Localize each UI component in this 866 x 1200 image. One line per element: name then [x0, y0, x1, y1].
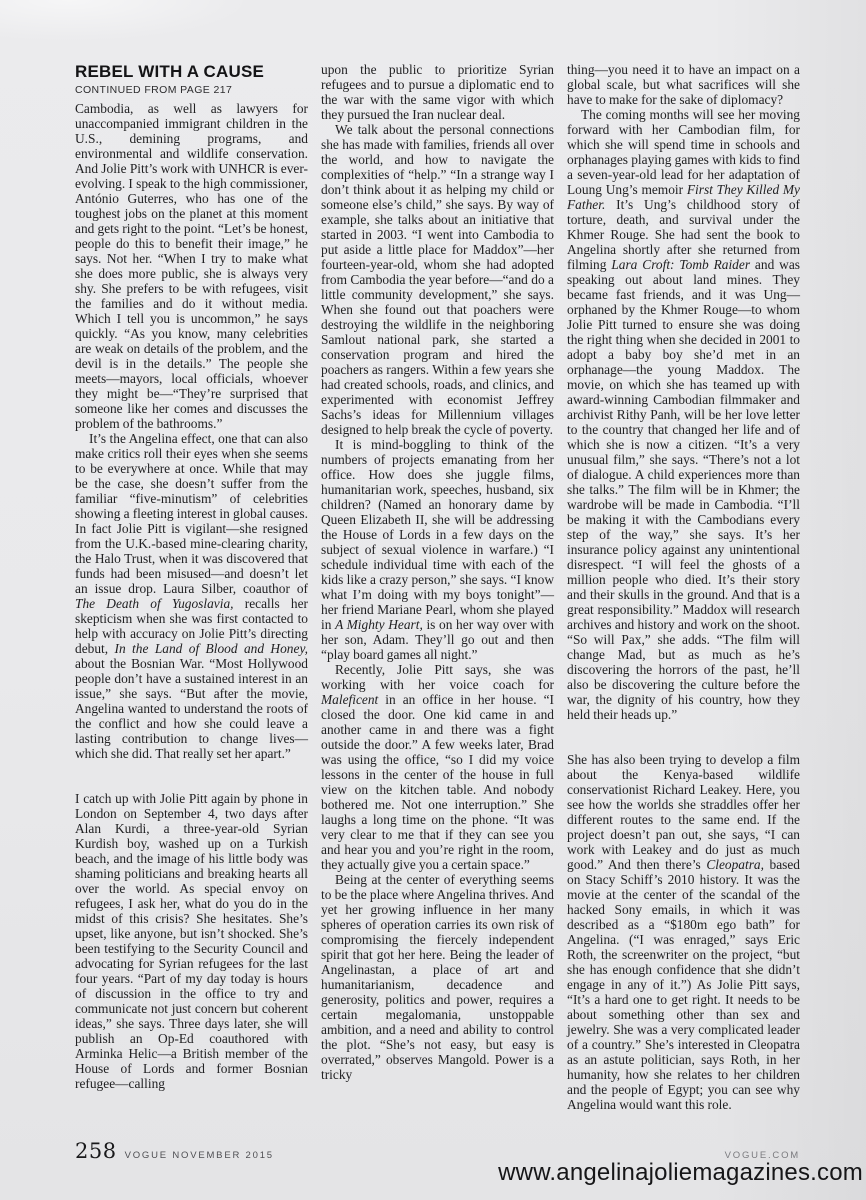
article-column-2 — [321, 62, 554, 1112]
article-column-3 — [567, 62, 800, 1112]
article-paragraph: thing—you need it to have an impact on a global scale, but what sacrifices will she have to make for the sake of diplomacy? — [567, 62, 800, 107]
article-paragraph: The coming months will see her moving forward with her Cambodian film, for which she will spend time in schools and orphanages playing games with kids to find a seven-year-old lead for her adaptation of Loung Ung’s memoir First They Killed My Father. It’s Ung’s childhood story of torture, death, and survival under the Khmer Rouge. She had sent the book to Angelina shortly after she returned from filming Lara Croft: Tomb Raider and was speaking out about land mines. They became fast friends, and it was Ung—orphaned by the Khmer Rouge—to whom Jolie Pitt turned to ensure she was doing the right thing when she decided in 2001 to adopt a baby boy she’d met in an orphanage—the young Maddox. The movie, on which she has teamed up with award-winning Cambodian filmmaker and archivist Rithy Panh, will be her love letter to the country that changed her life and of which she is now a citizen. “It’s a very unusual film,” she says. “There’s not a lot of dialogue. A child experiences more than she talks.” The film will be in Khmer; the wardrobe will be made in Cambodia. “I’ll be making it with the Cambodians every step of the way,” she says. It’s her insurance policy against any unintentional disrespect. “I will feel the ghosts of a million people who died. It’s their story and their skulls in the ground. And that is a great responsibility.” Maddox will research archives and history and work on the shoot. “So will Pax,” she adds. “The film will change Mad, but as much as he’s discovering the horrors of the past, he’ll also be discovering the culture before the war, the dignity of his country, how they held their heads up.” — [567, 107, 800, 722]
article-column-1 — [75, 62, 308, 1112]
page-number: 258 — [75, 1139, 117, 1163]
article-paragraph: upon the public to prioritize Syrian refugees and to pursue a diplomatic end to the war with the same vigor with which they pursued the Iran nuclear deal. — [321, 62, 554, 122]
article-paragraph: I catch up with Jolie Pitt again by phone in London on September 4, two days after Alan Kurdi, a three-year-old Syrian Kurdish boy, washed up on a Turkish beach, and the image of his little body was shaming politicians and breaking hearts all over the world. As special envoy on refugees, I ask her, what do you do in the midst of this crisis? She hesitates. She’s upset, like anyone, but isn’t shocked. She’s been testifying to the Security Council and advocating for Syrian refugees for the last four years. “Part of my day today is hours of discussion in the office to try and communicate not just concern but coherent ideas,” she says. Three days later, she will publish an Op-Ed coauthored with Arminka Helic—a British member of the House of Lords and former Bosnian refugee—calling — [75, 791, 308, 1091]
article-paragraph: Recently, Jolie Pitt says, she was working with her voice coach for Maleficent in an office in her house. “I closed the door. One kid came in and another came in and there was a fight outside the door.” A few weeks later, Brad was using the office, “so I did my voice lessons in the center of the house in full view on the kitchen table. And nobody bothered me. Not one interruption.” She laughs a long time on the phone. “It was very clear to me that if they can see you and hear you and you’re right in the room, they actually give you a certain space.” — [321, 662, 554, 872]
article-paragraph: Cambodia, as well as lawyers for unaccompanied immigrant children in the U.S., demining programs, and environmental and wildlife conservation. And Jolie Pitt’s work with UNHCR is ever-evolving. I speak to the high commissioner, António Guterres, who has one of the toughest jobs on the planet at this moment and gets right to the point. “Let’s be honest, people do this to benefit their image,” he says. Not her. “When I try to make what she does more public, she is always very shy. She prefers to be with refugees, visit the families and do it without media. Which I tell you is uncommon,” he says quickly. “As you know, many celebrities are weak on details of the problem, and the devil is in the details.” The people she meets—mayors, local officials, whoever they might be—“They’re surprised that someone like her comes and discusses the problem of the bathrooms.” — [75, 101, 308, 431]
article-paragraph: She has also been trying to develop a film about the Kenya-based wildlife conservationist Richard Leakey. Here, you see how the worlds she straddles offer her different routes to the same end. If the project doesn’t pan out, she says, “I can work with Leakey and do just as much good.” And then there’s Cleopatra, based on Stacy Schiff’s 2010 history. It was the movie at the center of the scandal of the hacked Sony emails, in which it was described as a “$180m ego bath” for Angelina. (“I was enraged,” says Eric Roth, the screenwriter on the project, “but she has enough confidence that she didn’t engage in any of it.”) As Jolie Pitt says, “It’s a hard one to get right. It needs to be about something other than sex and jewelry. She was a very complicated leader of a country.” She’s interested in Cleopatra as an astute politician, says Roth, in her humanity, how she relates to her children and the people of Egypt; you can see why Angelina would want this role. — [567, 752, 800, 1112]
article-paragraph: Being at the center of everything seems to be the place where Angelina thrives. And yet her growing influence in her many spheres of operation carries its own risk of compromising the fiercely independent spirit that got her here. Being the leader of Angelinastan, a place of art and humanitarianism, decadence and generosity, politics and power, requires a certain megalomania, unstoppable ambition, and a need and ability to control the plot. “She’s not easy, but easy is overrated,” observes Mangold. Power is a tricky — [321, 872, 554, 1082]
article-paragraph: It’s the Angelina effect, one that can also make critics roll their eyes when she seems to be everywhere at once. While that may be the case, she doesn’t suffer from the familiar “five-minutism” of celebrities showing a fleeting interest in global causes. In fact Jolie Pitt is vigilant—she resigned from the U.K.-based mine-clearing charity, the Halo Trust, when it was discovered that funds had been misused—and doesn’t let an issue drop. Laura Silber, coauthor of The Death of Yugoslavia, recalls her skepticism when she was first contacted to help with accuracy on Jolie Pitt’s directing debut, In the Land of Blood and Honey, about the Bosnian War. “Most Hollywood people don’t have a sustained interest in an issue,” she says. “But after the movie, Angelina wanted to understand the roots of the conflict and how she could leave a lasting contribution to change lives—which she did. That really set her apart.” — [75, 431, 308, 761]
continued-from-note: CONTINUED FROM PAGE 217 — [75, 84, 233, 96]
article-paragraph: We talk about the personal connections she has made with families, friends all over the world, and how to navigate the complexities of “help.” “In a strange way I don’t think about it as helping my child or someone else’s child,” she says. By way of example, she talks about an initiative that started in 2003. “I went into Cambodia to put aside a little place for Maddox”—her fourteen-year-old, whom she had adopted from Cambodia the year before—“and do a little community development,” she says. When she found out that poachers were destroying the wildlife in the neighboring Samlout national park, she started a conservation program and hired the poachers as rangers. Within a few years she had created schools, roads, and clinics, and experimented with economist Jeffrey Sachs’s ideas for Millennium villages designed to help break the cycle of poverty. — [321, 122, 554, 437]
vogue-com-label: VOGUE.COM — [724, 1150, 800, 1161]
article-paragraph: It is mind-boggling to think of the numbers of projects emanating from her office. How does she juggle films, humanitarian work, speeches, husband, six children? (Named an honorary dame by Queen Elizabeth II, she will be addressing the House of Lords in a few days on the subject of sexual violence in warfare.) “I schedule individual time with each of the kids like a crazy person,” she says. “I know what I’m doing with my boys tonight”—her friend Mariane Pearl, whom she played in A Mighty Heart, is on her way over with her son, Adam. They’ll go out and then “play board games all night.” — [321, 437, 554, 662]
article-title: REBEL WITH A CAUSE — [75, 62, 265, 81]
article-body — [75, 62, 801, 1112]
issue-label: VOGUE NOVEMBER 2015 — [124, 1150, 274, 1161]
watermark-url: www.angelinajoliemagazines.com — [498, 1159, 863, 1186]
